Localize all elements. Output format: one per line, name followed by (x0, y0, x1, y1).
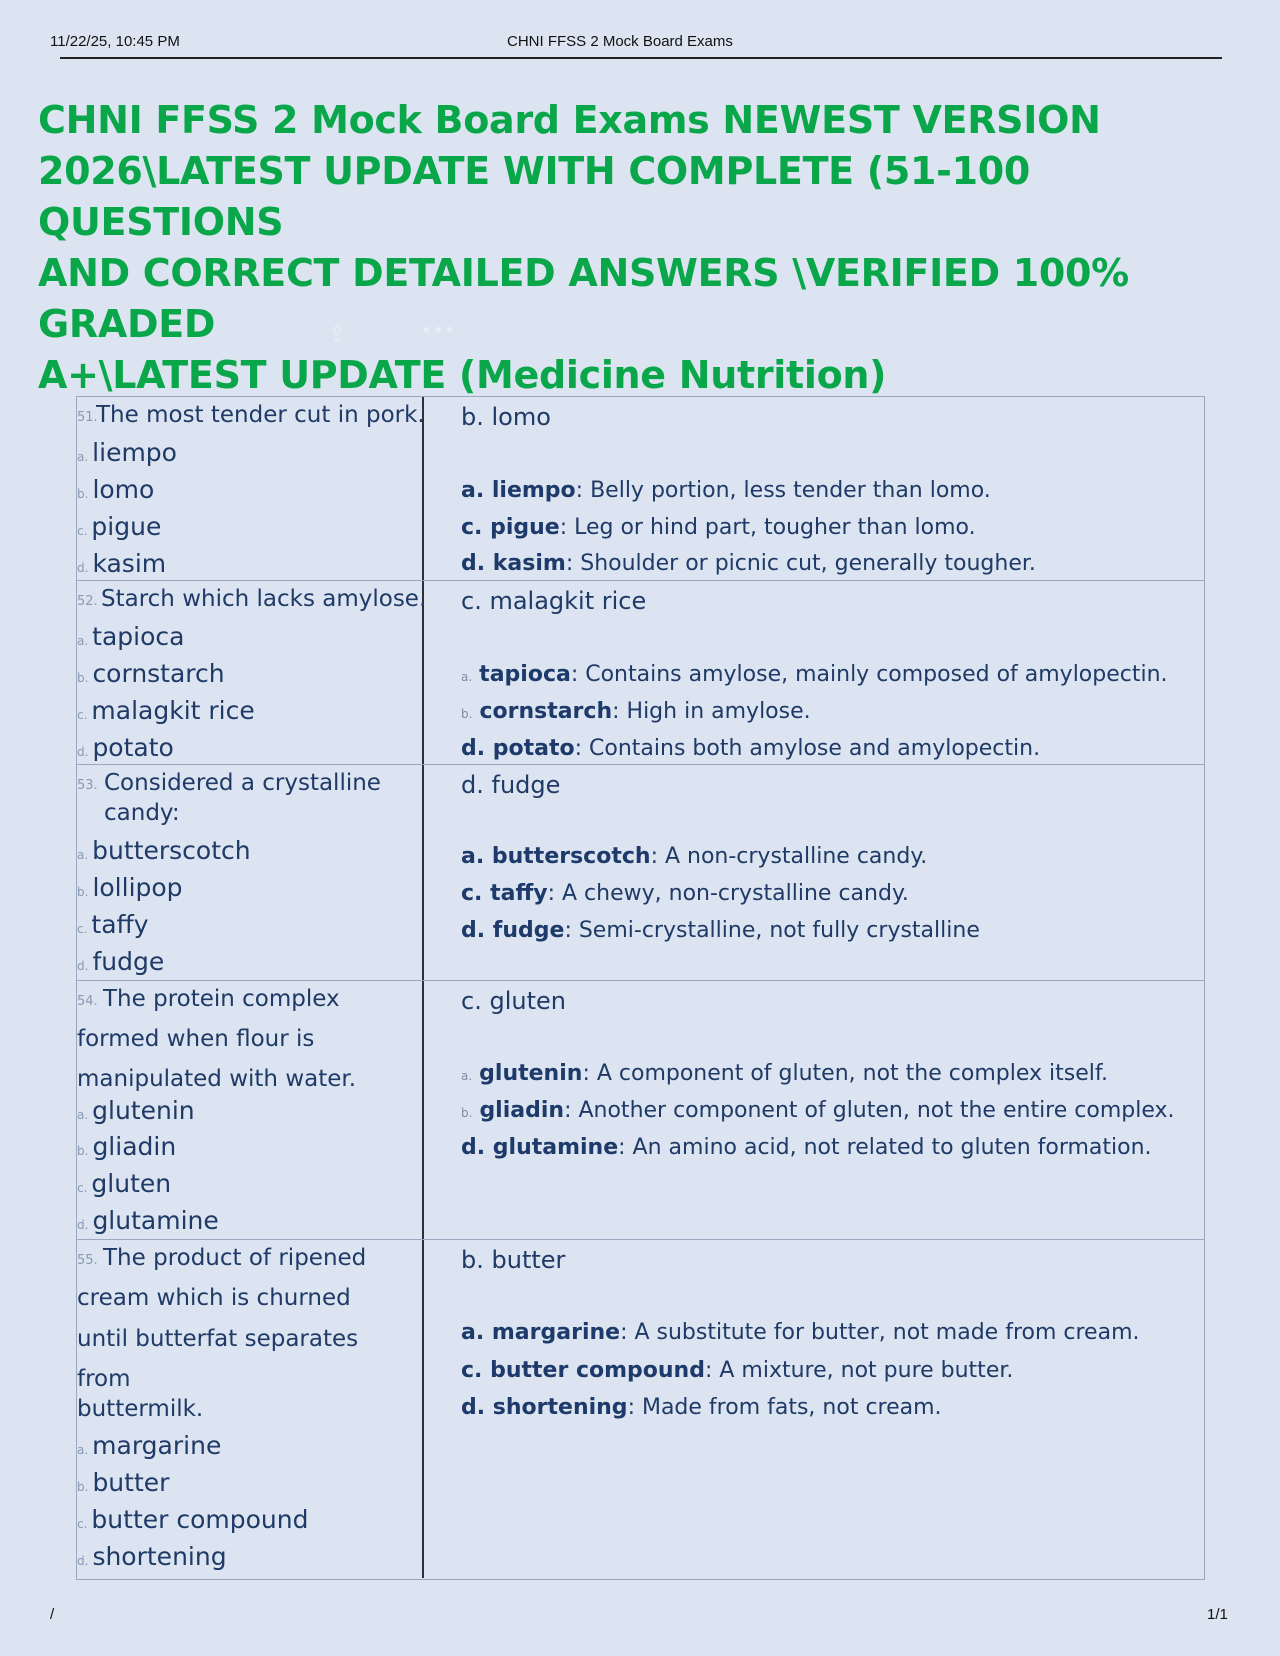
option-item: b. lollipop (77, 873, 183, 902)
question-text: cream which is churned (77, 1285, 351, 1311)
qa-table (76, 396, 1205, 1580)
explanation-line: b. cornstarch: High in amylose. (461, 699, 811, 724)
question-number: 54. (77, 994, 98, 1009)
correct-answer: c. gluten (461, 987, 566, 1015)
question-cell (77, 981, 424, 1239)
explanation-line: a. liempo: Belly portion, less tender than lomo. (461, 478, 991, 503)
print-doc-title: CHNI FFSS 2 Mock Board Exams (507, 33, 733, 50)
explanation-line: d. potato: Contains both amylose and amylopectin. (461, 736, 1041, 761)
option-item: b. gliadin (77, 1132, 177, 1161)
option-item: c. gluten (77, 1169, 172, 1198)
option-item: a. margarine (77, 1431, 222, 1460)
answer-cell (427, 581, 1202, 764)
option-item: d. shortening (77, 1542, 227, 1571)
title-line: A+\LATEST UPDATE (Medicine Nutrition) (38, 353, 887, 397)
correct-answer: b. butter (461, 1246, 566, 1274)
more-icon[interactable]: ••• (421, 320, 456, 341)
answer-cell (427, 765, 1202, 980)
question-cell (77, 1240, 424, 1578)
explanation-line: a. butterscotch: A non-crystalline candy. (461, 844, 928, 869)
question-text: Considered a crystalline (104, 770, 381, 796)
table-row (77, 1240, 1204, 1578)
table-row (77, 765, 1204, 981)
explanation-line: a. margarine: A substitute for butter, not made from cream. (461, 1320, 1140, 1345)
print-date: 11/22/25, 10:45 PM (50, 33, 180, 50)
option-item: d. glutamine (77, 1206, 219, 1235)
explanation-line: d. kasim: Shoulder or picnic cut, generally tougher. (461, 551, 1036, 576)
document-title (38, 95, 1228, 401)
explanation-line: a. glutenin: A component of gluten, not the complex itself. (461, 1061, 1108, 1086)
question-number: 52. (77, 594, 98, 609)
table-row (77, 397, 1204, 581)
question-text: The most tender cut in pork. (96, 402, 425, 428)
footer-url: / (50, 1606, 55, 1623)
title-line: AND CORRECT DETAILED ANSWERS \VERIFIED 100% GRADED (38, 251, 1129, 346)
option-item: b. cornstarch (77, 659, 225, 688)
explanation-line: c. taffy: A chewy, non-crystalline candy. (461, 881, 909, 906)
question-cell (77, 581, 427, 764)
correct-answer: b. lomo (461, 403, 551, 431)
answer-cell (427, 981, 1202, 1239)
option-item: a. glutenin (77, 1096, 195, 1125)
question-text: manipulated with water. (77, 1066, 357, 1092)
explanation-line: d. glutamine: An amino acid, not related to gluten formation. (461, 1135, 1152, 1160)
question-number: 55. (77, 1253, 98, 1268)
print-header (50, 33, 1222, 53)
option-item: b. butter (77, 1468, 170, 1497)
correct-answer: c. malagkit rice (461, 587, 647, 615)
explanation-line: d. shortening: Made from fats, not cream. (461, 1395, 942, 1420)
option-item: d. kasim (77, 549, 167, 578)
question-text: Starch which lacks amylose. (101, 586, 427, 612)
explanation-line: a. tapioca: Contains amylose, mainly composed of amylopectin. (461, 662, 1168, 687)
header-rule (60, 57, 1222, 59)
share-icon[interactable]: ⇪ (328, 322, 347, 347)
explanation-line: c. pigue: Leg or hind part, tougher than lomo. (461, 515, 976, 540)
question-text: from (77, 1366, 131, 1392)
question-text: The protein complex (103, 986, 340, 1012)
option-item: c. malagkit rice (77, 696, 255, 725)
question-number: 51. (77, 410, 98, 425)
option-item: a. liempo (77, 438, 177, 467)
table-row (77, 581, 1204, 765)
question-cell (77, 765, 424, 980)
question-text: until butterfat separates (77, 1326, 359, 1352)
question-text: buttermilk. (77, 1396, 204, 1422)
option-item: a. butterscotch (77, 836, 251, 865)
answer-cell (427, 1240, 1202, 1578)
option-item: a. tapioca (77, 622, 185, 651)
option-item: c. taffy (77, 910, 149, 939)
question-text: The product of ripened (103, 1245, 367, 1271)
title-line: 2026\LATEST UPDATE WITH COMPLETE (51-100 QUESTIONS (38, 149, 1031, 244)
title-line: CHNI FFSS 2 Mock Board Exams NEWEST VERSION (38, 98, 1101, 142)
question-cell (77, 397, 424, 580)
answer-cell (427, 397, 1202, 580)
explanation-line: c. butter compound: A mixture, not pure butter. (461, 1358, 1014, 1383)
question-number: 53. (77, 778, 98, 793)
question-text: formed when flour is (77, 1026, 315, 1052)
explanation-line: d. fudge: Semi-crystalline, not fully crystalline (461, 918, 980, 943)
correct-answer: d. fudge (461, 771, 561, 799)
question-text: candy: (104, 800, 180, 826)
option-item: d. potato (77, 733, 174, 762)
option-item: d. fudge (77, 947, 165, 976)
explanation-line: b. gliadin: Another component of gluten, not the entire complex. (461, 1098, 1175, 1123)
option-item: b. lomo (77, 475, 155, 504)
table-row (77, 981, 1204, 1240)
page-number: 1/1 (1207, 1606, 1228, 1623)
option-item: c. pigue (77, 512, 162, 541)
option-item: c. butter compound (77, 1505, 309, 1534)
